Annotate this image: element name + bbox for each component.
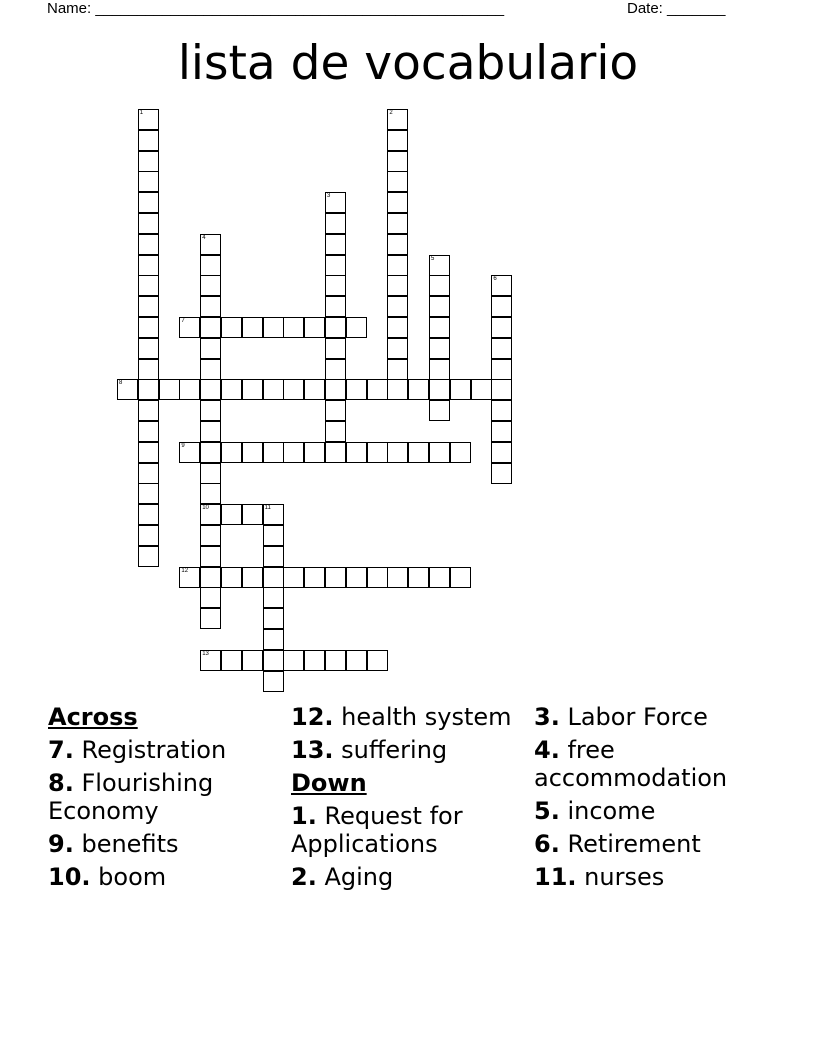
grid-cell[interactable] (491, 442, 512, 463)
grid-cell[interactable] (346, 317, 367, 338)
grid-cell[interactable] (138, 463, 159, 484)
grid-cell[interactable] (491, 463, 512, 484)
grid-cell[interactable] (138, 171, 159, 192)
grid-cell[interactable] (325, 650, 346, 671)
grid-cell[interactable] (242, 567, 263, 588)
grid-cell[interactable] (387, 275, 408, 296)
cell-number: 11 (264, 505, 271, 512)
grid-cell[interactable] (429, 296, 450, 317)
grid-cell[interactable] (138, 151, 159, 172)
clue-column-3 (534, 703, 774, 896)
grid-cell[interactable] (387, 213, 408, 234)
clue-down-6: 6. Retirement (534, 830, 701, 858)
cell-number: 1 (139, 110, 144, 116)
grid-cell[interactable] (387, 171, 408, 192)
grid-cell[interactable] (491, 421, 512, 442)
grid-cell[interactable] (200, 442, 221, 463)
grid-cell[interactable] (200, 546, 221, 567)
grid-cell[interactable] (138, 109, 159, 130)
grid-cell[interactable] (325, 255, 346, 276)
grid-cell[interactable] (283, 442, 304, 463)
grid-cell[interactable] (138, 442, 159, 463)
grid-cell[interactable] (200, 463, 221, 484)
grid-cell[interactable] (138, 504, 159, 525)
clue-across-12: 12. health system (291, 703, 512, 731)
grid-cell[interactable] (138, 483, 159, 504)
grid-cell[interactable] (491, 296, 512, 317)
clue-down-3: 3. Labor Force (534, 703, 708, 731)
grid-cell[interactable] (263, 442, 284, 463)
grid-cell[interactable] (387, 317, 408, 338)
grid-cell[interactable] (263, 546, 284, 567)
grid-cell[interactable] (242, 379, 263, 400)
name-field: Name: _________________________________________________ (47, 0, 505, 17)
cell-number: 9 (181, 442, 185, 449)
grid-cell[interactable] (242, 317, 263, 338)
grid-cell[interactable] (450, 379, 471, 400)
grid-cell[interactable] (325, 442, 346, 463)
grid-cell[interactable] (387, 567, 408, 588)
grid-cell[interactable] (159, 379, 180, 400)
grid-cell[interactable] (138, 213, 159, 234)
down-heading: Down (291, 769, 367, 797)
grid-cell[interactable] (221, 650, 242, 671)
grid-cell[interactable] (491, 338, 512, 359)
grid-cell[interactable] (491, 275, 512, 296)
grid-cell[interactable] (200, 587, 221, 608)
grid-cell[interactable] (325, 338, 346, 359)
grid-cell[interactable] (138, 130, 159, 151)
grid-cell[interactable] (179, 379, 200, 400)
clue-across-10: 10. boom (48, 863, 167, 891)
grid-cell[interactable] (304, 650, 325, 671)
grid-cell[interactable] (263, 317, 284, 338)
grid-cell[interactable] (117, 379, 138, 400)
clue-column-1 (48, 703, 288, 896)
grid-cell[interactable] (325, 275, 346, 296)
cell-number: 8 (119, 380, 123, 387)
grid-cell[interactable] (325, 400, 346, 421)
cell-number: 13 (202, 650, 209, 657)
cell-number: 5 (431, 255, 435, 262)
clue-down-11: 11. nurses (534, 863, 665, 891)
grid-cell[interactable] (491, 400, 512, 421)
grid-cell[interactable] (387, 109, 408, 130)
grid-cell[interactable] (387, 379, 408, 400)
grid-cell[interactable] (387, 255, 408, 276)
grid-cell[interactable] (200, 255, 221, 276)
grid-cell[interactable] (263, 379, 284, 400)
grid-cell[interactable] (325, 421, 346, 442)
cell-number: 4 (202, 234, 206, 241)
grid-cell[interactable] (242, 650, 263, 671)
grid-cell[interactable] (200, 504, 221, 525)
grid-cell[interactable] (179, 442, 200, 463)
grid-cell[interactable] (179, 317, 200, 338)
grid-cell[interactable] (304, 567, 325, 588)
grid-cell[interactable] (429, 442, 450, 463)
grid-cell[interactable] (346, 379, 367, 400)
grid-cell[interactable] (263, 525, 284, 546)
grid-cell[interactable] (429, 359, 450, 380)
grid-cell[interactable] (200, 421, 221, 442)
grid-cell[interactable] (221, 442, 242, 463)
grid-cell[interactable] (367, 442, 388, 463)
grid-cell[interactable] (263, 629, 284, 650)
grid-cell[interactable] (200, 608, 221, 629)
cell-number: 7 (181, 318, 185, 324)
grid-cell[interactable] (138, 296, 159, 317)
cell-number: 10 (202, 505, 209, 512)
grid-cell[interactable] (200, 338, 221, 359)
grid-cell[interactable] (138, 234, 159, 255)
clue-down-5: 5. income (534, 797, 656, 825)
grid-cell[interactable] (408, 442, 429, 463)
grid-cell[interactable] (221, 567, 242, 588)
grid-cell[interactable] (325, 234, 346, 255)
grid-cell[interactable] (387, 296, 408, 317)
grid-cell[interactable] (263, 671, 284, 692)
grid-cell[interactable] (429, 317, 450, 338)
grid-cell[interactable] (325, 192, 346, 213)
grid-cell[interactable] (387, 192, 408, 213)
grid-cell[interactable] (263, 650, 284, 671)
cell-number: 3 (327, 193, 331, 200)
grid-cell[interactable] (283, 567, 304, 588)
grid-cell[interactable] (325, 317, 346, 338)
clue-across-8: 8. Flourishing Economy (48, 769, 214, 825)
grid-cell[interactable] (138, 400, 159, 421)
grid-cell[interactable] (283, 317, 304, 338)
grid-cell[interactable] (429, 275, 450, 296)
grid-cell[interactable] (491, 359, 512, 380)
across-heading: Across (48, 703, 138, 731)
grid-cell[interactable] (367, 379, 388, 400)
date-field: Date: _______ (627, 0, 726, 17)
grid-cell[interactable] (283, 650, 304, 671)
clue-across-13: 13. suffering (291, 736, 448, 764)
grid-cell[interactable] (200, 359, 221, 380)
grid-cell[interactable] (346, 650, 367, 671)
grid-cell[interactable] (429, 338, 450, 359)
grid-cell[interactable] (138, 338, 159, 359)
cell-number: 12 (181, 567, 189, 574)
grid-cell[interactable] (200, 400, 221, 421)
grid-cell[interactable] (283, 379, 304, 400)
grid-cell[interactable] (242, 442, 263, 463)
grid-cell[interactable] (429, 400, 450, 421)
grid-cell[interactable] (325, 359, 346, 380)
grid-cell[interactable] (200, 650, 221, 671)
grid-cell[interactable] (200, 483, 221, 504)
grid-cell[interactable] (367, 650, 388, 671)
grid-cell[interactable] (429, 379, 450, 400)
grid-cell[interactable] (138, 192, 159, 213)
grid-cell[interactable] (346, 442, 367, 463)
grid-cell[interactable] (491, 317, 512, 338)
grid-cell[interactable] (221, 504, 242, 525)
grid-cell[interactable] (138, 255, 159, 276)
grid-cell[interactable] (263, 567, 284, 588)
grid-cell[interactable] (221, 379, 242, 400)
grid-cell[interactable] (138, 317, 159, 338)
cell-number: 2 (389, 110, 393, 116)
grid-cell[interactable] (138, 546, 159, 567)
cell-number: 6 (493, 276, 497, 283)
grid-cell[interactable] (387, 234, 408, 255)
grid-cell[interactable] (408, 379, 429, 400)
grid-cell[interactable] (200, 567, 221, 588)
grid-cell[interactable] (408, 567, 429, 588)
grid-cell[interactable] (200, 234, 221, 255)
grid-cell[interactable] (325, 379, 346, 400)
grid-cell[interactable] (138, 421, 159, 442)
grid-cell[interactable] (491, 379, 512, 400)
clue-column-2 (291, 703, 531, 896)
grid-cell[interactable] (179, 567, 200, 588)
clue-across-7: 7. Registration (48, 736, 227, 764)
grid-cell[interactable] (346, 567, 367, 588)
grid-cell[interactable] (304, 442, 325, 463)
grid-cell[interactable] (138, 359, 159, 380)
grid-cell[interactable] (304, 379, 325, 400)
grid-cell[interactable] (200, 317, 221, 338)
grid-cell[interactable] (200, 525, 221, 546)
clue-down-2: 2. Aging (291, 863, 394, 891)
grid-cell[interactable] (200, 379, 221, 400)
grid-cell[interactable] (471, 379, 492, 400)
grid-cell[interactable] (138, 275, 159, 296)
grid-cell[interactable] (387, 359, 408, 380)
grid-cell[interactable] (450, 442, 471, 463)
grid-cell[interactable] (263, 587, 284, 608)
grid-cell[interactable] (367, 567, 388, 588)
grid-cell[interactable] (387, 338, 408, 359)
clue-down-4: 4. free accommodation (534, 736, 728, 792)
grid-cell[interactable] (138, 525, 159, 546)
grid-cell[interactable] (263, 504, 284, 525)
clue-across-9: 9. benefits (48, 830, 179, 858)
grid-cell[interactable] (304, 317, 325, 338)
grid-cell[interactable] (450, 567, 471, 588)
grid-cell[interactable] (221, 317, 242, 338)
grid-cell[interactable] (387, 442, 408, 463)
grid-cell[interactable] (429, 567, 450, 588)
page-title: lista de vocabulario (177, 36, 639, 91)
clue-down-1: 1. Request for Applications (291, 802, 463, 858)
grid-cell[interactable] (325, 567, 346, 588)
grid-cell[interactable] (263, 608, 284, 629)
grid-cell[interactable] (200, 275, 221, 296)
grid-cell[interactable] (429, 255, 450, 276)
grid-cell[interactable] (200, 296, 221, 317)
grid-cell[interactable] (242, 504, 263, 525)
grid-cell[interactable] (387, 151, 408, 172)
grid-cell[interactable] (325, 296, 346, 317)
grid-cell[interactable] (325, 213, 346, 234)
grid-cell[interactable] (138, 379, 159, 400)
grid-cell[interactable] (387, 130, 408, 151)
